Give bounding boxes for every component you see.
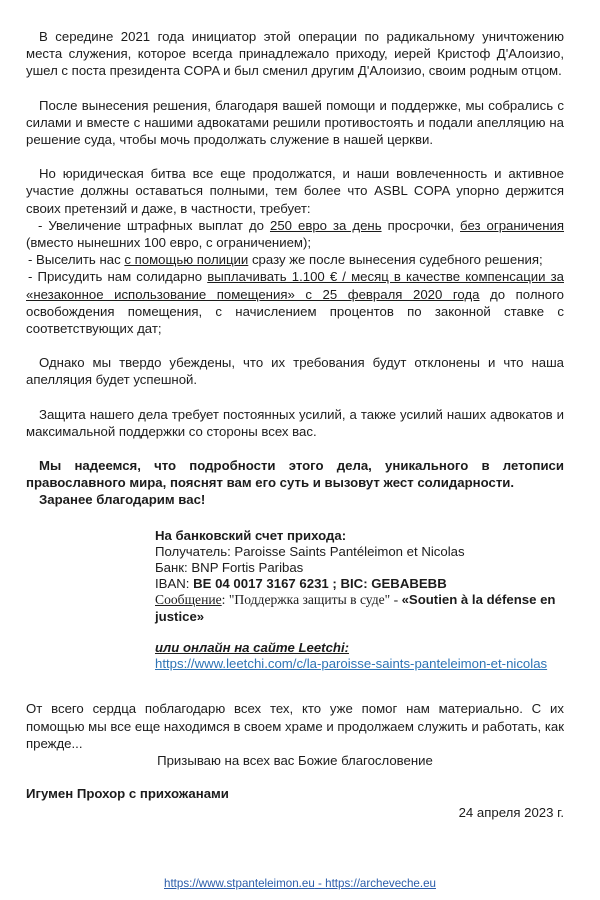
iban-label: IBAN: [155,576,194,592]
paragraph-gratitude: От всего сердца поблагодарю всех тех, кто уже помог нам материально. С их помощью мы все еще находимся в своем храме и продолжаем служить и работать, как прежде... [26,701,564,751]
paragraph-intro: В середине 2021 года инициатор этой операции по радикальному уничтожению места служения, которое всегда принадлежало приходу, иерей Кристоф Д'Алоизио, ушел с поста президента COPA и был сменил другим Д'Алоизио, своим родным отцом. [26,29,564,79]
text-run: - Увеличение штрафных выплат до [38,217,270,233]
text-run: сразу же после вынесения судебного решения; [248,252,543,268]
paragraph-legal-battle: Но юридическая битва все еще продолжатся, и наши вовлеченность и активное участие должны оставаться полными, тем более что ASBL COPA упорно держится своих претензий и даже, в частности, требует: [26,166,564,216]
bank-message-line [155,592,564,624]
paragraph-hope: Мы надеемся, что подробности этого дела, уникального в летописи православного мира, пояснят вам его суть и вызовут жест солидарности. [26,458,564,491]
paragraph-after-decision: После вынесения решения, благодаря вашей помощи и поддержке, мы собрались с силами и вместе с нашими адвокатами решили противостоять и подали апелляцию на решение суда, чтобы мочь продолжать служение в нашей церкви. [26,97,564,148]
text-run: просрочки, [381,217,461,233]
message-french: «Soutien à la défense en justice» [155,592,556,624]
message-text: : "Поддержка защиты в суде" - [221,592,402,608]
leetchi-label: или онлайн на сайте Leetchi: [155,639,350,655]
footer-separator: - [314,877,326,890]
footer-link-stpanteleimon[interactable]: https://www.stpanteleimon.eu [164,877,315,890]
paragraph-conviction: Однако мы твердо убеждены, что их требования будут отклонены и что наша апелляция будет успешной. [26,355,564,388]
bank-title: На банковский счет прихода: [155,527,347,543]
text-run: (вместо нынешних 100 евро, с ограничением); [26,235,312,251]
leetchi-label-line [155,640,564,656]
paragraph-blessing: Призываю на всех вас Божие благословение [157,752,433,768]
underlined-run: выплачивать 1.100 € / месяц в качестве компенсации за «незаконное использование помещения» с 25 февраля 2020 года [26,269,564,302]
paragraph-thanks: Заранее благодарим вас! [39,492,206,508]
message-label: Сообщение [155,592,222,608]
text-run: - Выселить нас [28,252,125,268]
bank-recipient: Получатель: Paroisse Saints Pantéleimon et Nicolas [155,543,465,559]
signature-line: Игумен Прохор с прихожанами [26,786,229,802]
text-run: до полного освобождения помещения, с начислением процентов по законной ставке с соответствующих дат; [26,286,565,337]
underlined-run: 250 евро за день [269,217,382,233]
bank-details-block [155,528,564,673]
bank-iban-line [155,576,564,592]
leetchi-link-line [155,656,564,672]
paragraph-effort: Защита нашего дела требует постоянных усилий, а также усилий наших адвокатов и максимальной поддержки со стороны всех вас. [26,406,564,439]
leetchi-link[interactable]: https://www.leetchi.com/c/la-paroisse-saints-panteleimon-et-nicolas [155,656,548,672]
bullet-penalty-increase [26,217,564,251]
text-run: - Присудить нам солидарно [28,269,208,285]
bullet-compensation [26,268,564,337]
underlined-run: без ограничения [460,217,565,233]
footer-link-archeveche[interactable]: https://archeveche.eu [325,877,436,890]
footer [0,876,600,891]
date-line: 24 апреля 2023 г. [458,805,564,821]
iban-value: BE 04 0017 3167 6231 ; BIC: GEBABEBB [193,576,447,592]
bullet-eviction [26,251,564,268]
bank-name: Банк: BNP Fortis Paribas [155,560,304,576]
underlined-run: с помощью полиции [124,252,249,268]
